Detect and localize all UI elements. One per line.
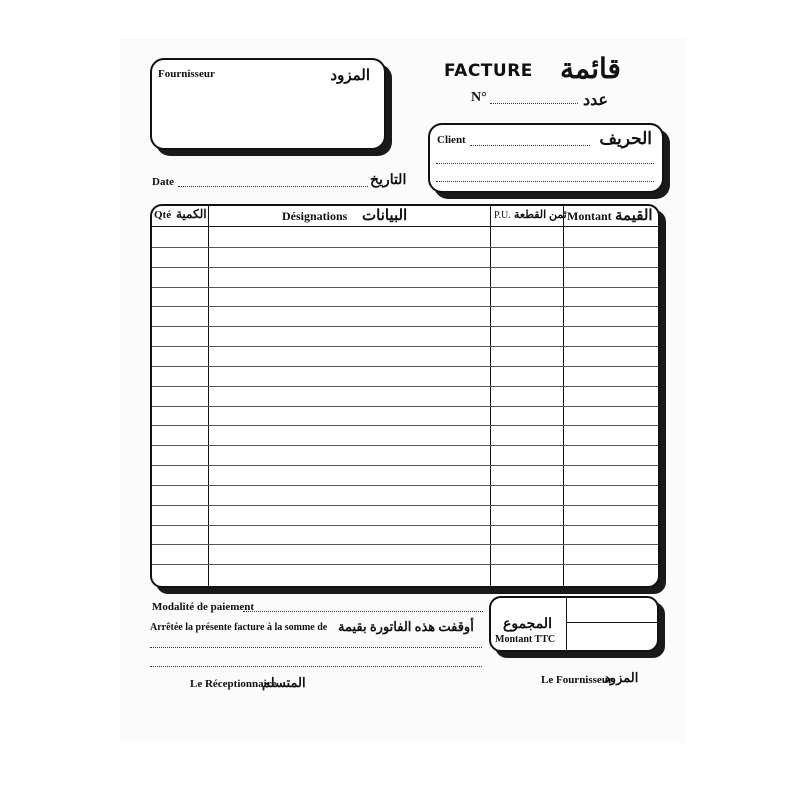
header-designation-ar: البيانات bbox=[362, 208, 408, 224]
header-pu-ar: ثمن القطعة bbox=[514, 209, 567, 221]
header-amount-ar: القيمة bbox=[615, 208, 653, 224]
table-row-line bbox=[152, 445, 658, 446]
table-row-line bbox=[152, 247, 658, 248]
col-divider-3 bbox=[563, 206, 564, 586]
date-field[interactable] bbox=[178, 186, 368, 187]
table-row-line bbox=[152, 346, 658, 347]
total-divider-h bbox=[567, 622, 657, 623]
title-ar: قائمة bbox=[560, 54, 621, 85]
table-row-line bbox=[152, 326, 658, 327]
table-row-line bbox=[152, 287, 658, 288]
supplier-label-fr: Fournisseur bbox=[158, 68, 215, 80]
col-divider-1 bbox=[208, 206, 209, 586]
arrete-label-ar: أوقفت هذه الفاتورة بقيمة bbox=[338, 619, 474, 634]
total-divider-v bbox=[566, 598, 567, 650]
supplier-label-ar: المزود bbox=[330, 68, 370, 84]
number-label-ar: عدد bbox=[583, 92, 609, 109]
number-field[interactable] bbox=[490, 103, 578, 104]
items-table bbox=[150, 204, 660, 588]
number-label-fr: N° bbox=[471, 90, 487, 105]
header-amount-fr: Montant bbox=[567, 209, 612, 223]
total-label-fr: Montant TTC bbox=[495, 634, 556, 645]
supplier-sign-fr: Le Fournisseur bbox=[541, 674, 613, 686]
table-row-line bbox=[152, 366, 658, 367]
amount-words-line-2[interactable] bbox=[150, 666, 482, 667]
client-line-3 bbox=[436, 181, 654, 182]
amount-words-line-1[interactable] bbox=[150, 647, 482, 648]
table-row-line bbox=[152, 544, 658, 545]
arrete-label-fr: Arrêtée la présente facture à la somme de bbox=[150, 622, 328, 633]
date-label-ar: التاريخ bbox=[370, 173, 407, 188]
table-row-line bbox=[152, 306, 658, 307]
table-row-line bbox=[152, 465, 658, 466]
supplier-sign-ar: المزود bbox=[604, 670, 639, 685]
client-label-ar: الحريف bbox=[599, 129, 652, 148]
supplier-box[interactable] bbox=[150, 58, 386, 150]
total-amount-field[interactable] bbox=[569, 625, 653, 647]
table-row-line bbox=[152, 406, 658, 407]
table-row-line bbox=[152, 386, 658, 387]
total-label-ar: المجموع bbox=[503, 617, 552, 632]
header-qty-fr: Qté bbox=[154, 209, 172, 221]
receiver-label-ar: المتسلم bbox=[262, 675, 306, 690]
total-box bbox=[489, 596, 659, 652]
header-qty-ar: الكمية bbox=[176, 207, 207, 221]
header-pu-fr: P.U. bbox=[494, 210, 511, 221]
client-line-2 bbox=[436, 163, 654, 164]
client-label-fr: Client bbox=[437, 134, 466, 146]
table-row-line bbox=[152, 425, 658, 426]
title-fr: FACTURE bbox=[444, 61, 533, 81]
payment-field[interactable] bbox=[243, 611, 483, 612]
table-row-line bbox=[152, 505, 658, 506]
payment-label: Modalité de paiement bbox=[152, 601, 255, 613]
client-dots bbox=[470, 145, 590, 146]
client-box[interactable] bbox=[428, 123, 664, 193]
table-row-line bbox=[152, 485, 658, 486]
table-row-line bbox=[152, 564, 658, 565]
header-designation-fr: Désignations bbox=[282, 209, 348, 223]
header-divider bbox=[152, 226, 658, 227]
table-row-line bbox=[152, 267, 658, 268]
date-label-fr: Date bbox=[152, 176, 174, 188]
col-divider-2 bbox=[490, 206, 491, 586]
table-row-line bbox=[152, 525, 658, 526]
receiver-label-fr: Le Réceptionnaire bbox=[190, 678, 277, 690]
